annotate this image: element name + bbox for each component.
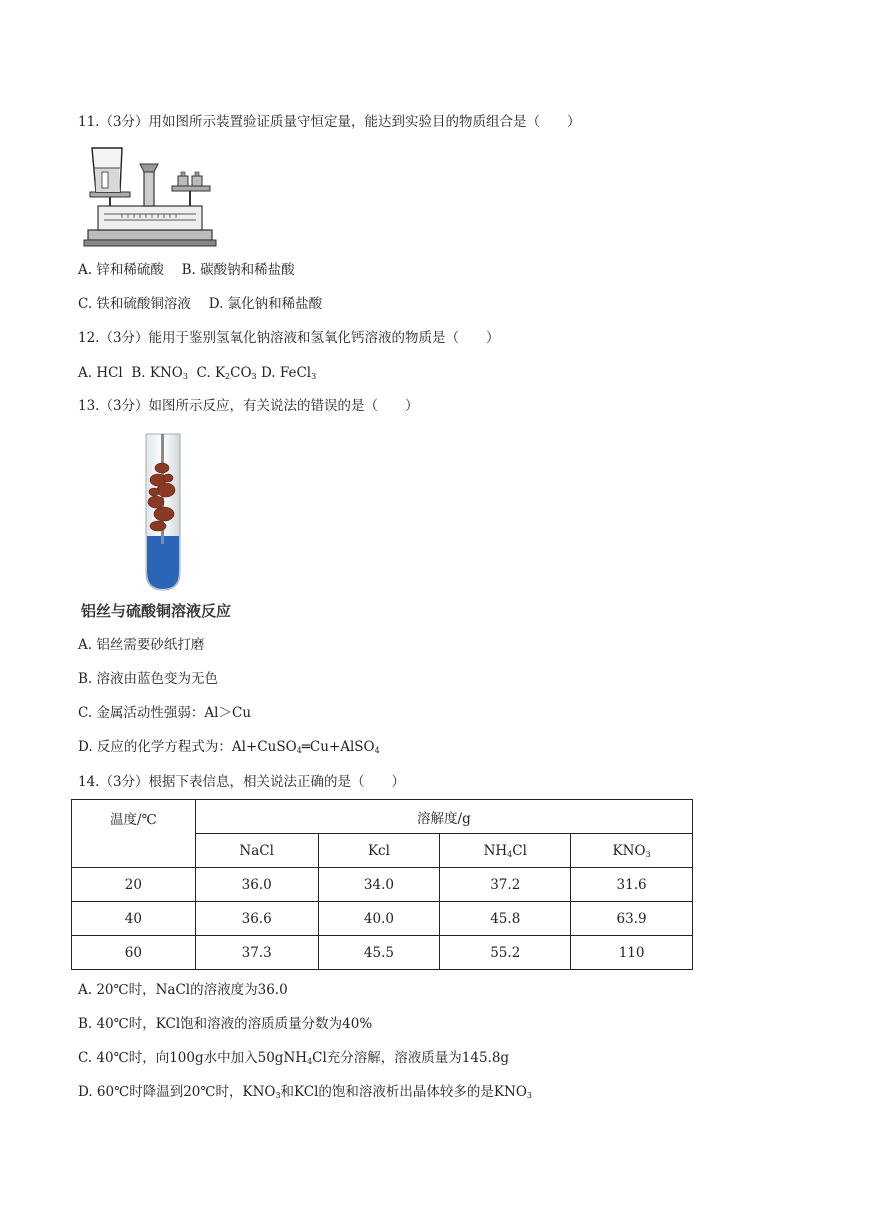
table-cell: 60: [72, 936, 196, 970]
header-nacl: NaCl: [195, 834, 318, 868]
table-cell: 40: [72, 902, 196, 936]
table-cell: 45.8: [440, 902, 571, 936]
q14-option-d: D. 60℃时降温到20℃时，$KNO_3$和KCl的饱和溶液析出晶体较多的是$KNO_3$: [78, 1084, 532, 1100]
q12-option-c: C. $K_2CO_3$: [196, 365, 257, 381]
q13-option-b: B. 溶液由蓝色变为无色: [78, 671, 219, 687]
table-cell: 63.9: [571, 902, 693, 936]
q12-option-a: A. HCl: [78, 365, 123, 381]
q11-options-ab: A. 锌和稀硫酸 B. 碳酸钠和稀盐酸: [78, 262, 295, 278]
header-kno3: $KNO_3$: [571, 834, 693, 868]
q13-option-a: A. 铝丝需要砂纸打磨: [78, 637, 205, 653]
table-cell: 37.3: [195, 936, 318, 970]
q13-option-d: D. 反应的化学方程式为：Al+CuSO$_4$═Cu+AlSO$_4$: [78, 739, 380, 755]
table-row: [72, 936, 693, 970]
table-cell: 40.0: [318, 902, 440, 936]
table-cell: 55.2: [440, 936, 571, 970]
table-cell: 37.2: [440, 868, 571, 902]
solubility-table: [71, 799, 693, 970]
q14-option-a: A. 20℃时，NaCl的溶液度为36.0: [78, 982, 288, 998]
table-cell: 31.6: [571, 868, 693, 902]
table-cell: 36.6: [195, 902, 318, 936]
test-tube-figure: [138, 432, 188, 594]
q13-option-c: C. 金属活动性强弱：Al＞Cu: [78, 705, 252, 721]
table-cell: 36.0: [195, 868, 318, 902]
table-cell: 45.5: [318, 936, 440, 970]
table-cell: 34.0: [318, 868, 440, 902]
q14-option-c: C. 40℃时，向100g水中加入50gNH$_4$Cl充分溶解，溶液质量为145.8g: [78, 1050, 510, 1066]
header-kcl: Kcl: [318, 834, 440, 868]
header-solubility: 溶解度/g: [195, 800, 692, 834]
q13-figure-caption: 铝丝与硫酸铜溶液反应: [81, 602, 232, 620]
table-row: [72, 902, 693, 936]
q12-stem: 12.（3分）能用于鉴别氢氧化钠溶液和氢氧化钙溶液的物质是（ ）: [78, 330, 500, 346]
table-cell: 20: [72, 868, 196, 902]
table-cell: 110: [571, 936, 693, 970]
q11-options-cd: C. 铁和硫酸铜溶液 D. 氯化钠和稀盐酸: [78, 296, 323, 312]
balance-scale-figure: [82, 142, 218, 250]
q12-options: [78, 364, 316, 386]
q14-option-b: B. 40℃时，KCl饱和溶液的溶质质量分数为40%: [78, 1016, 373, 1032]
header-nh4cl: $NH_4Cl$: [440, 834, 571, 868]
table-row: [72, 868, 693, 902]
q13-stem: 13.（3分）如图所示反应，有关说法的错误的是（ ）: [78, 398, 419, 414]
q14-stem: 14.（3分）根据下表信息，相关说法正确的是（ ）: [78, 774, 406, 790]
q12-option-b: B. $KNO_3$: [131, 365, 188, 381]
q11-stem: 11.（3分）用如图所示装置验证质量守恒定量，能达到实验目的物质组合是（ ）: [78, 114, 581, 130]
q12-option-d: D. FeCl$_3$: [260, 365, 317, 381]
header-temperature: 温度/℃: [72, 800, 196, 868]
